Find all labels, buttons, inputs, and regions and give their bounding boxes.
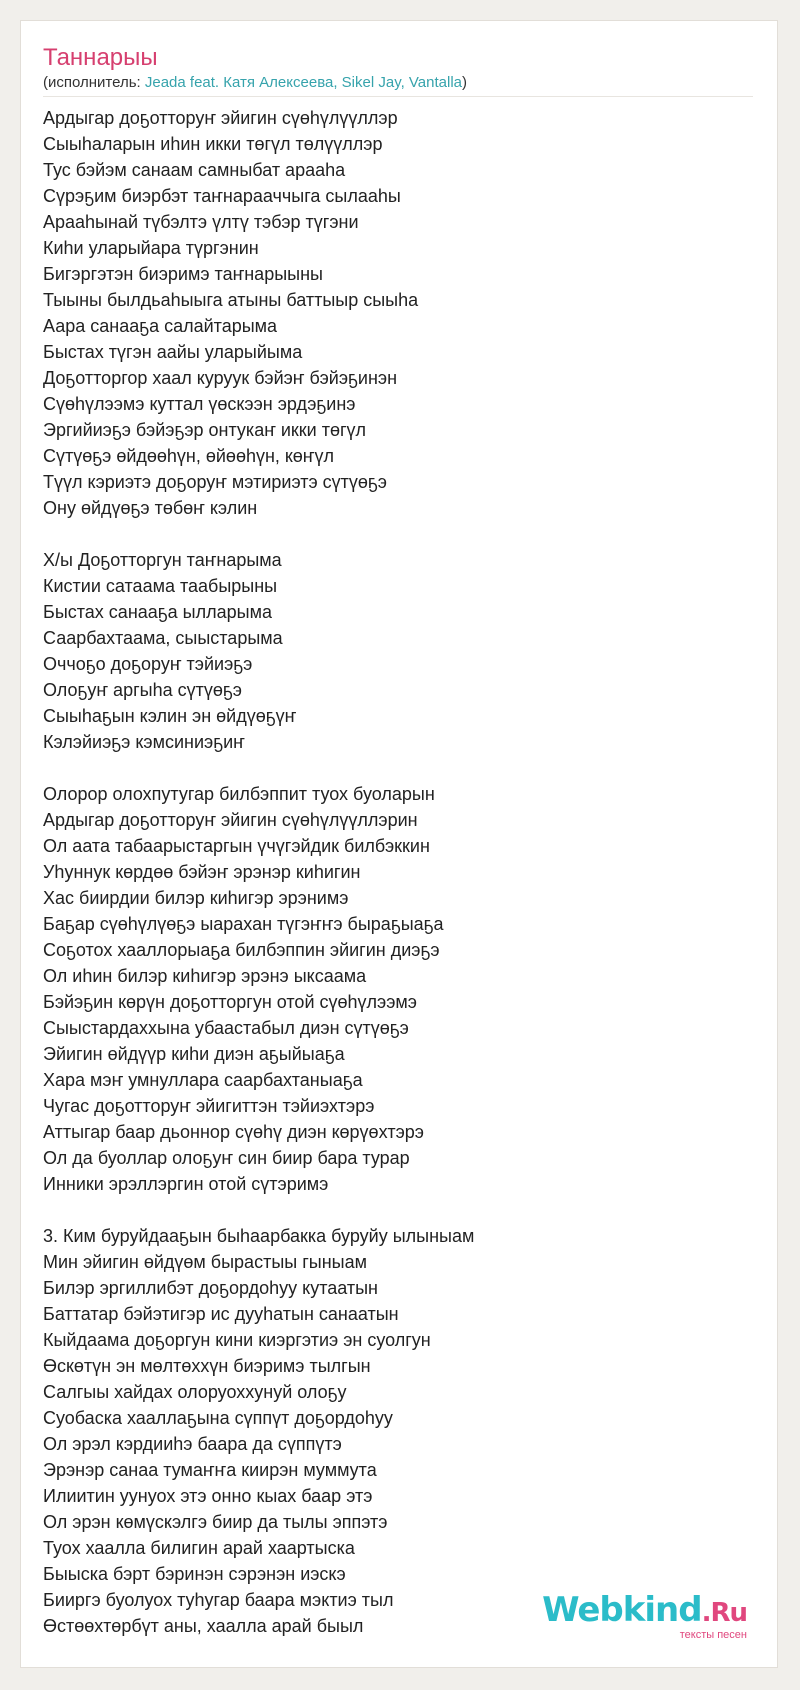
header-divider [43, 96, 753, 97]
lyric-line: Ол эрэн көмүскэлгэ биир да тылы эппэтэ [43, 1512, 388, 1532]
lyric-line: Инники эрэллэргин отой сүтэримэ [43, 1174, 329, 1194]
lyric-line: Уһуннук көрдөө бэйэҥ эрэнэр киһигин [43, 862, 361, 882]
lyric-line: Ол иһин билэр киһигэр эрэнэ ыксаама [43, 966, 367, 986]
lyric-line: Киһи уларыйара түргэнин [43, 238, 259, 258]
lyric-line: Сүрэҕим биэрбэт таҥнарааччыга сылааһы [43, 186, 401, 206]
lyric-line: Салгыы хайдах олоруоххунуй олоҕу [43, 1382, 347, 1402]
lyric-line: Саарбахтаама, сыыстарыма [43, 628, 283, 648]
watermark-logo [542, 1592, 747, 1631]
lyric-line: Хара мэҥ умнуллара саарбахтаныаҕа [43, 1070, 363, 1090]
performer-artists-link[interactable]: Jeada feat. Катя Алексеева, Sikel Jay, Vantalla [144, 74, 463, 91]
lyric-line: Сүтүөҕэ өйдөөһүн, өйөөһүн, көҥүл [43, 446, 334, 466]
lyric-line: Х/ы Доҕотторгун таҥнарыма [43, 550, 282, 570]
lyric-line: Быыска бэрт бэринэн сэрэнэн иэскэ [43, 1564, 346, 1584]
lyric-line: Сыыһаҕын кэлин эн өйдүөҕүҥ [43, 706, 297, 726]
lyric-line: Быстах санааҕа ылларыма [43, 602, 272, 622]
lyric-line: Баттатар бэйэтигэр ис дууһатын санаатын [43, 1304, 399, 1324]
lyric-line: Доҕотторгор хаал куруук бэйэҥ бэйэҕинэн [43, 368, 398, 388]
lyrics-card [20, 20, 778, 1668]
lyric-line: Бигэргэтэн биэримэ таҥнарыыны [43, 264, 323, 284]
lyric-line: Ол да буоллар олоҕуҥ син биир бара турар [43, 1148, 410, 1168]
watermark-logo-text: Webkind [542, 1590, 702, 1630]
lyric-line: Тус бэйэм санаам самныбат арааһа [43, 160, 346, 180]
performer-prefix: (исполнитель: [43, 74, 145, 91]
lyric-line: Бииргэ буолуох туһугар баара мэктиэ тыл [43, 1590, 394, 1610]
lyric-line: Аттыгар баар дьоннор сүөһү диэн көрүөхтэрэ [43, 1122, 424, 1142]
lyric-line: Арааһынай түбэлтэ үлтү тэбэр түгэни [43, 212, 359, 232]
lyric-line: Бэйэҕин көрүн доҕотторгун отой сүөһүлээмэ [43, 992, 417, 1012]
watermark-tagline: тексты песен [679, 1629, 747, 1641]
lyric-line: Эргийиэҕэ бэйэҕэр онтукаҥ икки төгүл [43, 420, 367, 440]
lyric-line: Олорор олохпутугар билбэппит туох буоларын [43, 784, 435, 804]
lyrics-body [43, 105, 474, 1639]
lyric-line: Аара санааҕа салайтарыма [43, 316, 278, 336]
lyric-line: Өстөөхтөрбүт аны, хаалла арай быыл [43, 1616, 364, 1636]
song-title: Таннарыы [43, 44, 158, 71]
lyric-line: Түүл кэриэтэ доҕоруҥ мэтириэтэ сүтүөҕэ [43, 472, 387, 492]
performer-suffix: ) [462, 74, 468, 91]
lyric-line: Оччоҕо доҕоруҥ тэйиэҕэ [43, 654, 253, 674]
lyric-line: Олоҕуҥ аргыһа сүтүөҕэ [43, 680, 242, 700]
lyric-line: Өскөтүн эн мөлтөххүн биэримэ тылгын [43, 1356, 371, 1376]
lyric-line: Соҕотох хааллорыаҕа билбэппин эйигин диэҕэ [43, 940, 440, 960]
lyric-line: Тыыны былдьаһыыга атыны баттыыр сыыһа [43, 290, 419, 310]
lyric-line: Ол эрэл кэрдииһэ баара да сүппүтэ [43, 1434, 342, 1454]
lyric-line: Сыыстардаххына убаастабыл диэн сүтүөҕэ [43, 1018, 409, 1038]
lyric-line: Кэлэйиэҕэ кэмсиниэҕиҥ [43, 732, 245, 752]
lyric-line: Сыыһаларын иһин икки төгүл төлүүллэр [43, 134, 383, 154]
lyric-line: Быстах түгэн аайы уларыйыма [43, 342, 303, 362]
lyric-line: Ардыгар доҕотторуҥ эйигин сүөһүлүүллэр [43, 108, 398, 128]
lyric-line: 3. Ким буруйдааҕын быһаарбакка буруйу ылыныам [43, 1226, 475, 1246]
lyric-line: Туох хаалла билигин арай хаартыска [43, 1538, 355, 1558]
site-watermark [542, 1592, 747, 1641]
stanza-gap [43, 1197, 474, 1223]
watermark-logo-tld: .Ru [701, 1598, 747, 1628]
lyric-line: Ардыгар доҕотторуҥ эйигин сүөһүлүүллэрин [43, 810, 418, 830]
lyric-line: Эйигин өйдүүр киһи диэн аҕыйыаҕа [43, 1044, 345, 1064]
lyric-line: Мин эйигин өйдүөм бырастыы гыныам [43, 1252, 367, 1272]
lyric-line: Хас биирдии билэр киһигэр эрэнимэ [43, 888, 349, 908]
lyric-line: Кыйдаама доҕоргун кини киэргэтиэ эн суолгун [43, 1330, 431, 1350]
lyric-line: Баҕар сүөһүлүөҕэ ыарахан түгэҥҥэ быраҕыаҕа [43, 914, 444, 934]
lyric-line: Илиитин уунуох этэ онно кыах баар этэ [43, 1486, 373, 1506]
lyric-line: Эрэнэр санаа тумаҥҥа киирэн муммута [43, 1460, 377, 1480]
lyric-line: Кистии сатаама таабырыны [43, 576, 278, 596]
lyric-line: Билэр эргиллибэт доҕордоһуу кутаатын [43, 1278, 378, 1298]
lyric-line: Суобаска хааллаҕына сүппүт доҕордоһуу [43, 1408, 393, 1428]
performer-line [43, 73, 467, 93]
lyric-line: Ол аата табаарыстаргын үчүгэйдик билбэккин [43, 836, 430, 856]
lyric-line: Чугас доҕотторуҥ эйигиттэн тэйиэхтэрэ [43, 1096, 375, 1116]
stanza-gap [43, 755, 474, 781]
lyric-line: Ону өйдүөҕэ төбөҥ кэлин [43, 498, 258, 518]
lyric-line: Сүөһүлээмэ куттал үөскээн эрдэҕинэ [43, 394, 356, 414]
stanza-gap [43, 521, 474, 547]
